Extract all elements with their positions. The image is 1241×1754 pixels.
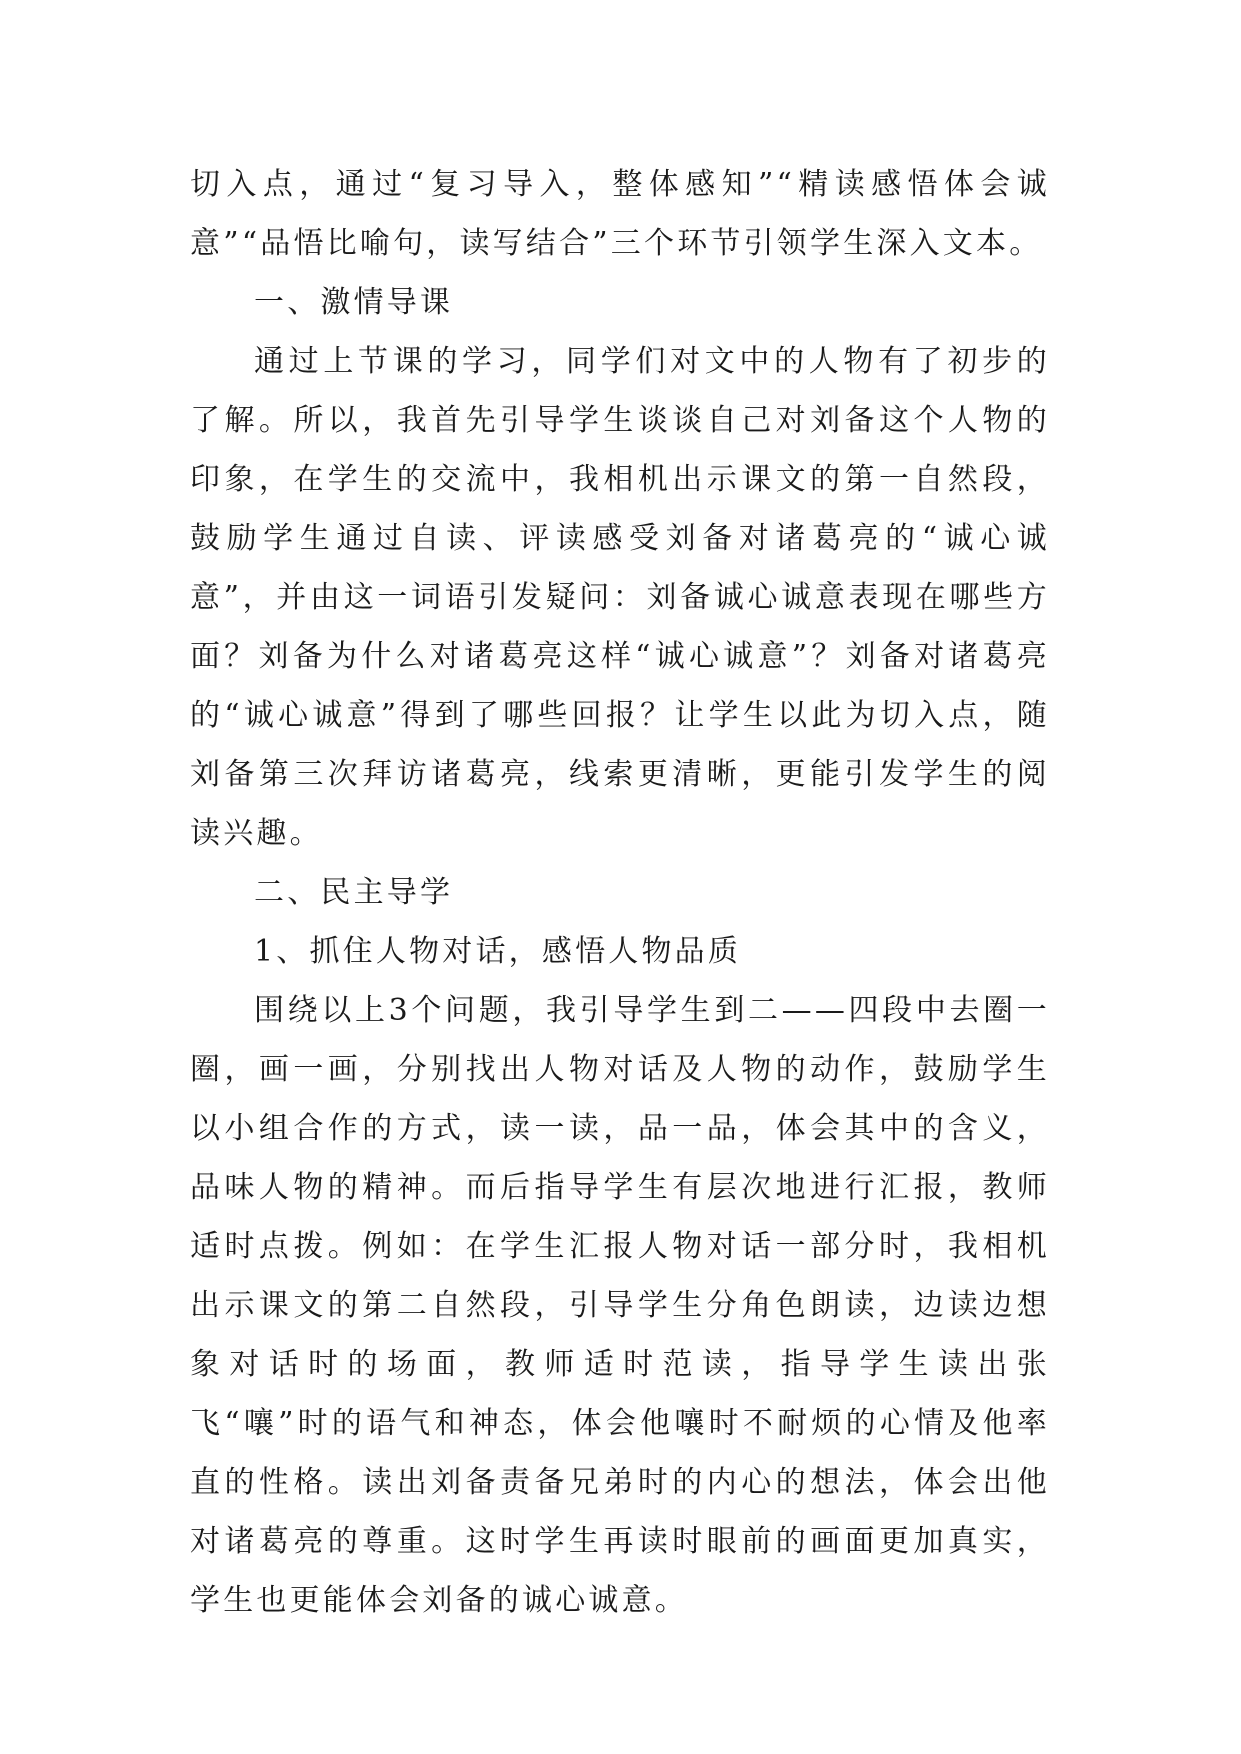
section-heading-2: 二、民主导学	[254, 875, 454, 910]
document-body	[190, 155, 1050, 1630]
section-heading-1: 一、激情导课	[254, 285, 454, 320]
paragraph-continuation: 切入点，通过“复习导入，整体感知”“精读感悟体会诚意”“品悟比喻句，读写结合”三个环节引领学生深入文本。	[190, 167, 1050, 261]
paragraph-intro-lesson: 通过上节课的学习，同学们对文中的人物有了初步的了解。所以，我首先引导学生谈谈自己对刘备这个人物的印象，在学生的交流中，我相机出示课文的第一自然段，鼓励学生通过自读、评读感受刘备对诸葛亮的“诚心诚意”，并由这一词语引发疑问：刘备诚心诚意表现在哪些方面？刘备为什么对诸葛亮这样“诚心诚意”？刘备对诸葛亮的“诚心诚意”得到了哪些回报？让学生以此为切入点，随刘备第三次拜访诸葛亮，线索更清晰，更能引发学生的阅读兴趣。	[190, 344, 1050, 851]
subsection-heading-1: 1、抓住人物对话，感悟人物品质	[254, 934, 742, 969]
paragraph-dialogue-analysis: 围绕以上3个问题，我引导学生到二——四段中去圈一圈，画一画，分别找出人物对话及人物的动作，鼓励学生以小组合作的方式，读一读，品一品，体会其中的含义，品味人物的精神。而后指导学生有层次地进行汇报，教师适时点拨。例如：在学生汇报人物对话一部分时，我相机出示课文的第二自然段，引导学生分角色朗读，边读边想象对话时的场面，教师适时范读，指导学生读出张飞“嚷”时的语气和神态，体会他嚷时不耐烦的心情及他率直的性格。读出刘备责备兄弟时的内心的想法，体会出他对诸葛亮的尊重。这时学生再读时眼前的画面更加真实，学生也更能体会刘备的诚心诚意。	[190, 993, 1050, 1618]
